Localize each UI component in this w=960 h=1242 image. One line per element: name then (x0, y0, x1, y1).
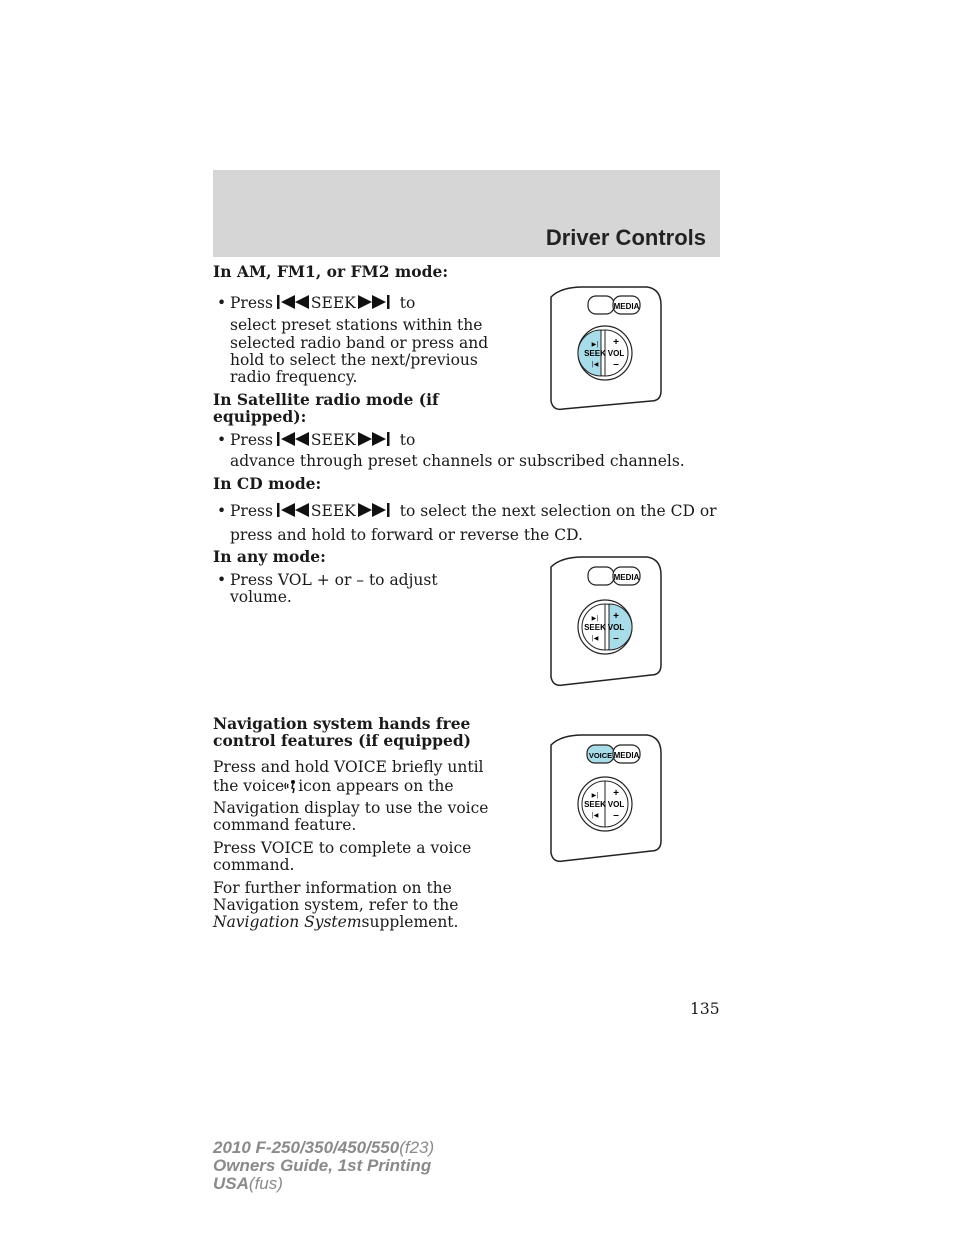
footer-printing: Owners Guide, 1st Printing (213, 1156, 432, 1175)
steering-control-panel-seek (543, 283, 668, 415)
footer-model-code: (f23) (399, 1138, 435, 1157)
vol-plus: + (613, 337, 619, 348)
press-word: Press (230, 502, 273, 520)
to-word: to (399, 294, 416, 312)
cd-rest: to select the next selection on the CD or (399, 502, 717, 520)
vol-line-1: Press VOL + or – to adjust (230, 571, 438, 589)
seek-label: SEEK (584, 349, 606, 358)
seek-back-icon (273, 431, 311, 447)
seek-word: SEEK (310, 431, 356, 449)
seek-back-icon (273, 502, 311, 518)
to-word: to (399, 431, 416, 449)
steering-control-panel-voice (543, 731, 668, 865)
sat-line-1: advance through preset channels or subscribed channels. (230, 452, 685, 470)
heading-cd: In CD mode: (213, 474, 322, 493)
nav-p1-line-2 (213, 777, 454, 795)
press-word: Press (230, 294, 273, 312)
nav-p1-line-3: Navigation display to use the voice (213, 799, 489, 817)
blank-button (588, 567, 614, 585)
heading-satellite-2: equipped): (213, 407, 307, 426)
seek-down-icon: |◀ (591, 812, 599, 819)
vol-label: VOL (607, 800, 625, 809)
press-word: Press (230, 431, 273, 449)
voice-label: VOICE (588, 751, 613, 760)
voice-rest: icon appears on the (298, 777, 454, 795)
bullet-dot: • (217, 294, 227, 312)
seek-word: SEEK (310, 502, 356, 520)
am-line-3: hold to select the next/previous (230, 351, 478, 369)
seek-up-icon: ▶| (591, 341, 599, 348)
nav-p3-line-2: Navigation system, refer to the (213, 896, 459, 914)
nav-p3-line-3 (213, 913, 458, 931)
seek-forward-icon (356, 502, 394, 518)
nav-p3-line-1: For further information on the (213, 879, 452, 897)
seek-forward-icon (356, 294, 394, 310)
footer-market: USA (213, 1174, 249, 1193)
am-line-2: selected radio band or press and (230, 334, 489, 352)
blank-button (588, 296, 614, 314)
vol-plus: + (613, 611, 619, 622)
seek-up-icon: ▶| (591, 792, 599, 799)
footer-market-code: (fus) (248, 1174, 283, 1193)
vol-label: VOL (607, 623, 625, 632)
heading-am-fm: In AM, FM1, or FM2 mode: (213, 262, 449, 281)
seek-back-icon (273, 294, 311, 310)
nav-p1-line-4: command feature. (213, 816, 357, 834)
seek-instruction-sat (230, 431, 415, 449)
vol-minus: – (613, 810, 619, 821)
seek-forward-icon (356, 431, 394, 447)
media-label: MEDIA (613, 302, 640, 311)
bullet-dot: • (217, 431, 227, 449)
supplement-word: supplement. (361, 913, 459, 931)
seek-down-icon: |◀ (591, 361, 599, 368)
cd-line-1: press and hold to forward or reverse the CD. (230, 526, 583, 544)
seek-up-icon: ▶| (591, 615, 599, 622)
nav-p1-line-1: Press and hold VOICE briefly until (213, 758, 484, 776)
vol-label: VOL (607, 349, 625, 358)
heading-nav-1: Navigation system hands free (213, 714, 471, 733)
steering-control-panel-vol (543, 553, 668, 691)
seek-label: SEEK (584, 623, 606, 632)
vol-minus: – (613, 633, 619, 644)
section-title: Driver Controls (545, 225, 706, 250)
heading-any-mode: In any mode: (213, 547, 326, 566)
footer-print-info (213, 1139, 434, 1193)
bullet-dot: • (217, 571, 227, 589)
am-line-1: select preset stations within the (230, 316, 483, 334)
nav-p2-line-2: command. (213, 856, 295, 874)
voice-command-icon (284, 778, 298, 794)
footer-model: 2010 F-250/350/450/550 (213, 1138, 400, 1157)
heading-nav-2: control features (if equipped) (213, 731, 471, 750)
am-line-4: radio frequency. (230, 368, 358, 386)
vol-minus: – (613, 359, 619, 370)
seek-word: SEEK (310, 294, 356, 312)
header-band (213, 170, 720, 257)
vol-plus: + (613, 788, 619, 799)
voice-word: the voice (213, 777, 285, 795)
seek-down-icon: |◀ (591, 635, 599, 642)
media-label: MEDIA (613, 573, 640, 582)
seek-instruction-am (230, 294, 415, 312)
seek-instruction-cd (230, 502, 717, 520)
seek-label: SEEK (584, 800, 606, 809)
nav-p2-line-1: Press VOICE to complete a voice (213, 839, 472, 857)
heading-satellite-1: In Satellite radio mode (if (213, 390, 439, 409)
vol-line-2: volume. (230, 588, 292, 606)
nav-system-reference: Navigation System (213, 913, 362, 931)
page-number: 135 (690, 1000, 720, 1018)
media-label: MEDIA (613, 751, 640, 760)
bullet-dot: • (217, 502, 227, 520)
